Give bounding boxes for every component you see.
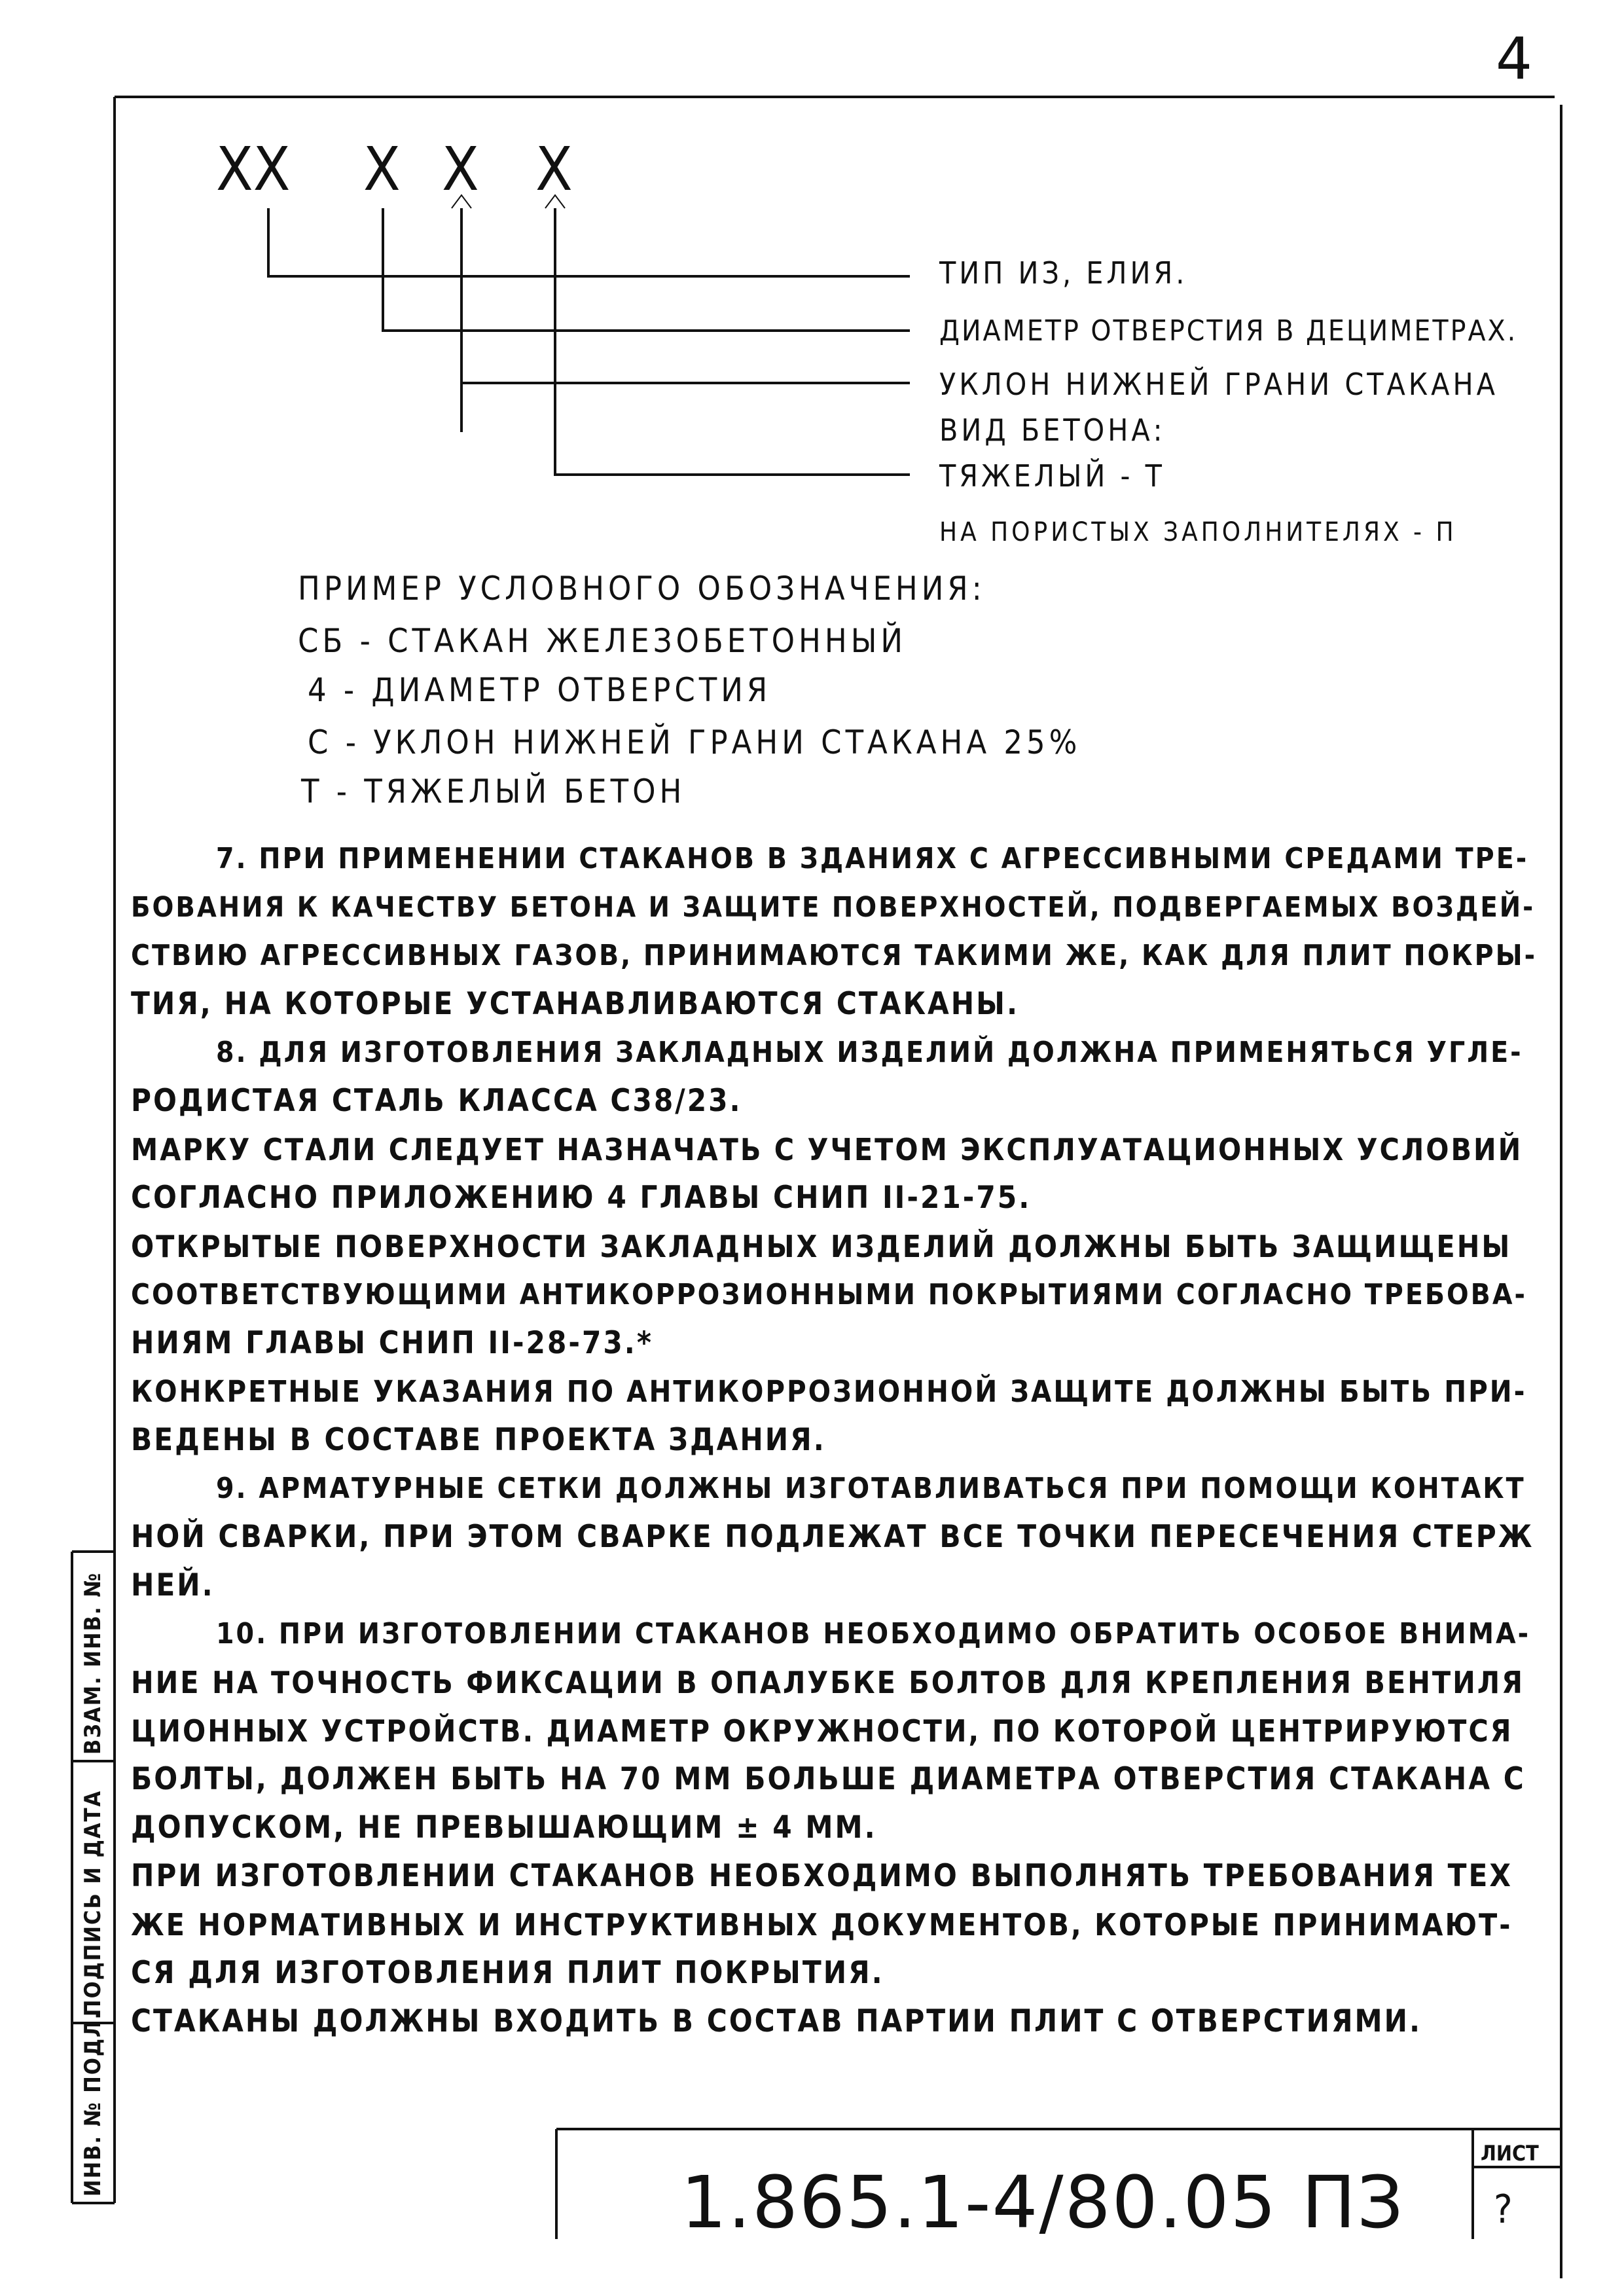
text-line: 8. ДЛЯ ИЗГОТОВЛЕНИЯ ЗАКЛАДНЫХ ИЗДЕЛИЙ ДОЛЖНА ПРИМЕНЯТЬСЯ УГЛЕ- — [216, 1036, 1523, 1069]
text-line: РОДИСТАЯ СТАЛЬ КЛАССА С38/23. — [131, 1083, 742, 1119]
text-line: СЯ ДЛЯ ИЗГОТОВЛЕНИЯ ПЛИТ ПОКРЫТИЯ. — [131, 1955, 884, 1991]
body-text — [131, 835, 1538, 2046]
page-number: 4 — [1496, 25, 1532, 92]
code-letter-concrete: X — [535, 134, 573, 204]
code-letter-slope: X — [442, 134, 479, 204]
text-line: ПРИ ИЗГОТОВЛЕНИИ СТАКАНОВ НЕОБХОДИМО ВЫПОЛНЯТЬ ТРЕБОВАНИЯ ТЕХ — [131, 1858, 1513, 1894]
legend-slope: УКЛОН НИЖНЕЙ ГРАНИ СТАКАНА — [939, 367, 1498, 402]
text-line: 10. ПРИ ИЗГОТОВЛЕНИИ СТАКАНОВ НЕОБХОДИМО ОБРАТИТЬ ОСОБОЕ ВНИМА- — [216, 1617, 1531, 1650]
side-label-replacement-inv: ВЗАМ. ИНВ. № — [80, 1572, 106, 1755]
text-line: НЕЙ. — [131, 1567, 215, 1603]
sheet-label: ЛИСТ — [1481, 2141, 1539, 2166]
text-line: НОЙ СВАРКИ, ПРИ ЭТОМ СВАРКЕ ПОДЛЕЖАТ ВСЕ ТОЧКИ ПЕРЕСЕЧЕНИЯ СТЕРЖ — [131, 1519, 1534, 1555]
side-label-signature-date: ПОДПИСЬ И ДАТА — [80, 1789, 106, 2016]
text-line: ТИЯ, НА КОТОРЫЕ УСТАНАВЛИВАЮТСЯ СТАКАНЫ. — [131, 986, 1020, 1022]
document-code: 1.865.1-4/80.05 ПЗ — [681, 2160, 1405, 2244]
legend-diameter: ДИАМЕТР ОТВЕРСТИЯ В ДЕЦИМЕТРАХ. — [939, 314, 1518, 348]
text-line: МАРКУ СТАЛИ СЛЕДУЕТ НАЗНАЧАТЬ С УЧЕТОМ ЭКСПЛУАТАЦИОННЫХ УСЛОВИЙ — [131, 1132, 1523, 1167]
code-letter-type: XX — [216, 134, 291, 204]
text-line: 7. ПРИ ПРИМЕНЕНИИ СТАКАНОВ В ЗДАНИЯХ С АГРЕССИВНЫМИ СРЕДАМИ ТРЕ- — [216, 842, 1529, 875]
text-line: НИЯМ ГЛАВЫ СНИП II-28-73.* — [131, 1325, 653, 1361]
legend-type: ТИП ИЗ, ЕЛИЯ. — [939, 255, 1188, 291]
text-line: СТВИЮ АГРЕССИВНЫХ ГАЗОВ, ПРИНИМАЮТСЯ ТАКИМИ ЖЕ, КАК ДЛЯ ПЛИТ ПОКРЫ- — [131, 939, 1538, 972]
text-line: СТАКАНЫ ДОЛЖНЫ ВХОДИТЬ В СОСТАВ ПАРТИИ ПЛИТ С ОТВЕРСТИЯМИ. — [131, 2003, 1422, 2039]
text-line: БОЛТЫ, ДОЛЖЕН БЫТЬ НА 70 ММ БОЛЬШЕ ДИАМЕТРА ОТВЕРСТИЯ СТАКАНА С — [131, 1761, 1526, 1797]
text-line: КОНКРЕТНЫЕ УКАЗАНИЯ ПО АНТИКОРРОЗИОННОЙ ЗАЩИТЕ ДОЛЖНЫ БЫТЬ ПРИ- — [131, 1374, 1527, 1409]
example-item: СБ - СТАКАН ЖЕЛЕЗОБЕТОННЫЙ — [298, 622, 907, 660]
text-line: СООТВЕТСТВУЮЩИМИ АНТИКОРРОЗИОННЫМИ ПОКРЫТИЯМИ СОГЛАСНО ТРЕБОВА- — [131, 1278, 1527, 1311]
sheet-number: ? — [1494, 2187, 1513, 2232]
text-line: ЦИОННЫХ УСТРОЙСТВ. ДИАМЕТР ОКРУЖНОСТИ, ПО КОТОРОЙ ЦЕНТРИРУЮТСЯ — [131, 1713, 1513, 1749]
text-line: 9. АРМАТУРНЫЕ СЕТКИ ДОЛЖНЫ ИЗГОТАВЛИВАТЬСЯ ПРИ ПОМОЩИ КОНТАКТ — [216, 1472, 1526, 1505]
text-line: ДОПУСКОМ, НЕ ПРЕВЫШАЮЩИМ ± 4 ММ. — [131, 1810, 877, 1846]
example-item: 4 - ДИАМЕТР ОТВЕРСТИЯ — [308, 671, 772, 709]
text-line: ОТКРЫТЫЕ ПОВЕРХНОСТИ ЗАКЛАДНЫХ ИЗДЕЛИЙ ДОЛЖНЫ БЫТЬ ЗАЩИЩЕНЫ — [131, 1229, 1512, 1264]
example-item: Т - ТЯЖЕЛЫЙ БЕТОН — [301, 773, 686, 811]
text-line: НИЕ НА ТОЧНОСТЬ ФИКСАЦИИ В ОПАЛУБКЕ БОЛТОВ ДЛЯ КРЕПЛЕНИЯ ВЕНТИЛЯ — [131, 1665, 1525, 1700]
legend-heavy: ТЯЖЕЛЫЙ - Т — [939, 458, 1165, 494]
legend-porous: НА ПОРИСТЫХ ЗАПОЛНИТЕЛЯХ - П — [939, 517, 1457, 547]
example-item: С - УКЛОН НИЖНЕЙ ГРАНИ СТАКАНА 25% — [308, 723, 1081, 761]
legend-concrete: ВИД БЕТОНА: — [939, 412, 1166, 448]
text-line: БОВАНИЯ К КАЧЕСТВУ БЕТОНА И ЗАЩИТЕ ПОВЕРХНОСТЕЙ, ПОДВЕРГАЕМЫХ ВОЗДЕЙ- — [131, 891, 1536, 924]
text-line: ВЕДЕНЫ В СОСТАВЕ ПРОЕКТА ЗДАНИЯ. — [131, 1422, 826, 1458]
code-letter-diameter: X — [363, 134, 401, 204]
text-line: ЖЕ НОРМАТИВНЫХ И ИНСТРУКТИВНЫХ ДОКУМЕНТОВ, КОТОРЫЕ ПРИНИМАЮТ- — [131, 1907, 1513, 1942]
text-line: СОГЛАСНО ПРИЛОЖЕНИЮ 4 ГЛАВЫ СНИП II-21-75. — [131, 1180, 1032, 1216]
example-title: ПРИМЕР УСЛОВНОГО ОБОЗНАЧЕНИЯ: — [298, 570, 986, 608]
side-label-inv-no: ИНВ. № ПОДЛ. — [80, 2010, 106, 2196]
